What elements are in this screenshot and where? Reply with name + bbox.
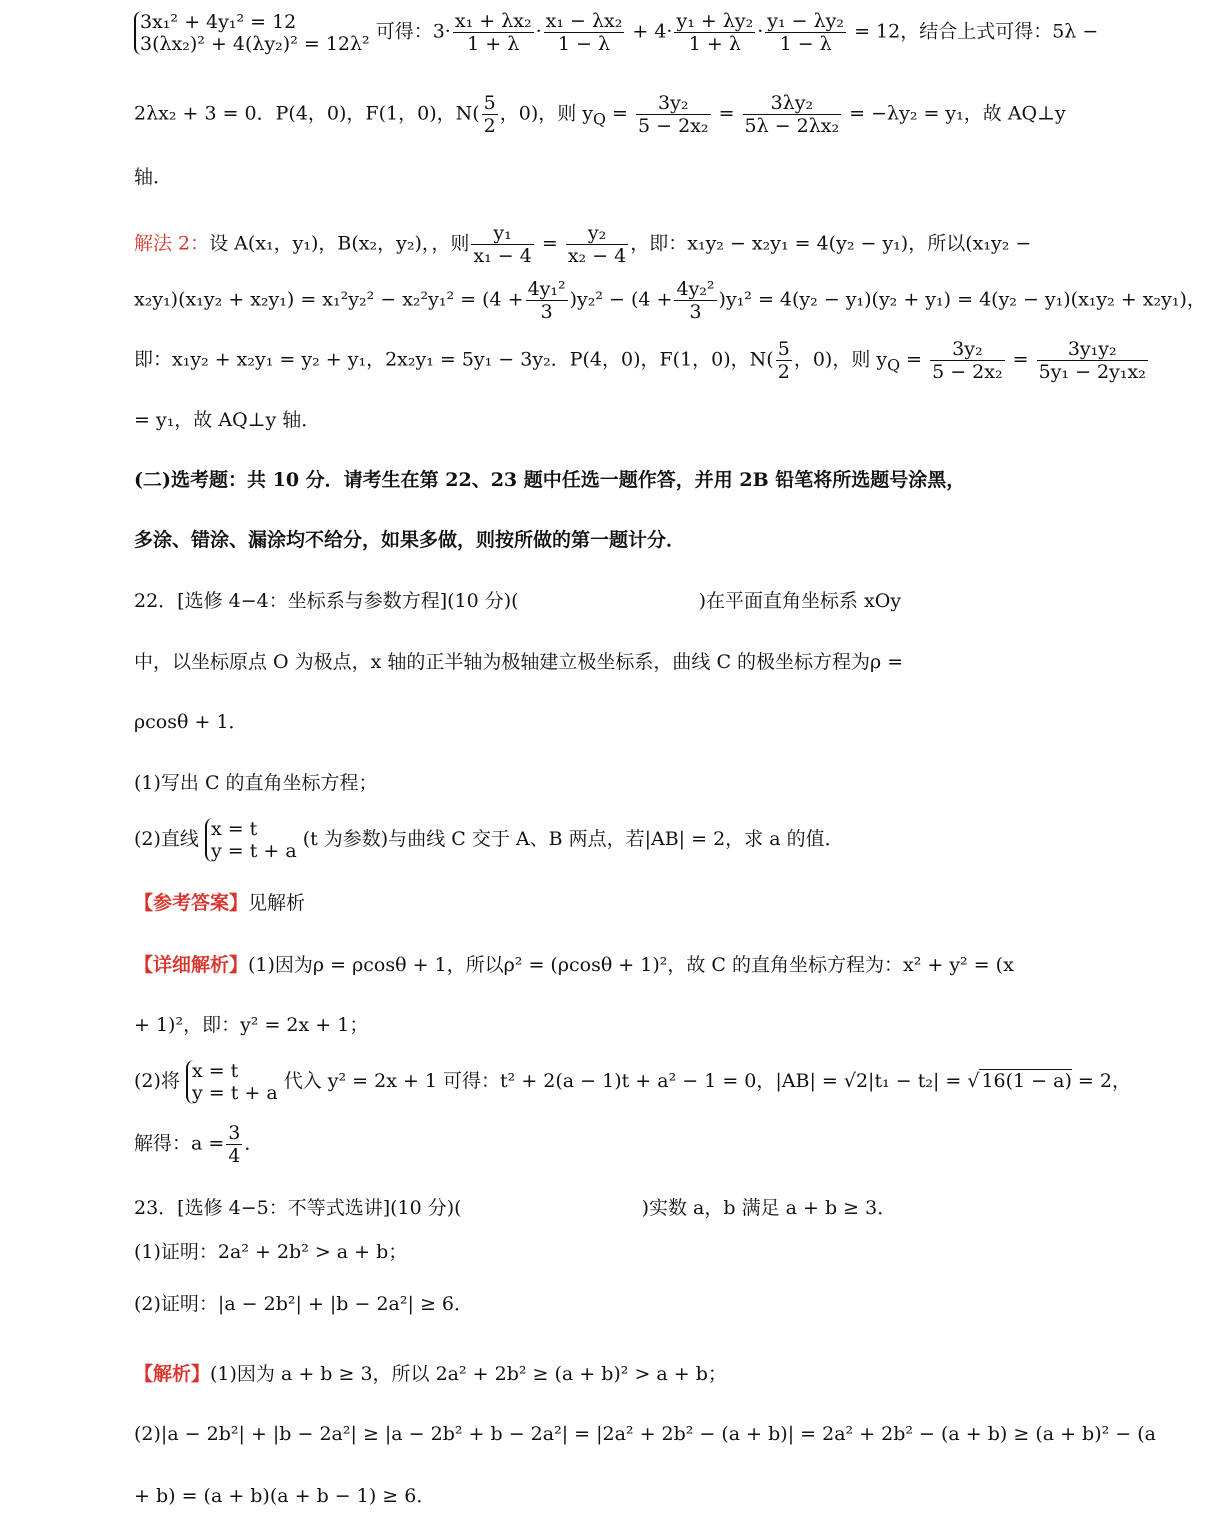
text: =: [900, 348, 929, 371]
text: 2λx₂ + 3 = 0．P(4，0)，F(1，0)，N(: [134, 102, 480, 125]
text: )y₁² = 4(y₂ − y₁)(y₂ + y₁) = 4(y₂ − y₁)(x₁y₂ + x₂y₁)，: [718, 288, 1206, 311]
text: =: [1006, 348, 1035, 371]
numerator: 5: [483, 92, 496, 114]
numerator: 3y₁y₂: [1037, 338, 1148, 361]
solution-label: 解法 2：: [134, 232, 210, 255]
numerator: y₂: [566, 222, 628, 245]
denominator: 5 − 2x₂: [932, 361, 1003, 383]
answer-label: 【参考答案】: [134, 892, 249, 914]
solution-2-line-4: = y₁，故 AQ⊥y 轴．: [134, 409, 321, 431]
system-eq-b: 3(λx₂)² + 4(λy₂)² = 12λ²: [140, 32, 370, 55]
numerator: 3y₂: [636, 92, 711, 115]
fraction: [930, 338, 1005, 383]
numerator: 3: [228, 1122, 241, 1144]
q22-heading: [134, 589, 950, 613]
denominator: 5 − 2x₂: [638, 115, 709, 137]
equation-system: [134, 11, 370, 55]
derivation-line-1: [134, 10, 1099, 55]
text: + 4·: [626, 20, 673, 43]
fraction: [226, 1122, 242, 1167]
fraction: [776, 338, 792, 383]
text: ．: [244, 1132, 264, 1155]
q22-part-2: [134, 818, 950, 862]
subscript: Q: [887, 355, 901, 375]
denominator: 5λ − 2λx₂: [744, 115, 840, 137]
equation-system: [186, 1060, 278, 1104]
denominator: 2: [483, 115, 496, 137]
text: )在平面直角坐标系 xOy: [698, 590, 902, 612]
denominator: x₂ − 4: [567, 245, 627, 267]
denominator: 3: [540, 301, 553, 323]
text: (1)因为ρ = ρcosθ + 1，所以ρ² = (ρcosθ + 1)²，故 C 的直角坐标方程为：x² + y² = (x: [248, 954, 1014, 976]
text: (2)将: [134, 1070, 180, 1092]
system-eq-a: x = t: [210, 818, 258, 840]
text: (t 为参数)与曲线 C 交于 A、B 两点，若|AB| = 2，求 a 的值．: [302, 828, 844, 850]
numerator: y₁: [471, 222, 533, 245]
text: 23．[选修 4−5：不等式选讲](10 分)(: [134, 1197, 462, 1219]
text: =: [712, 102, 741, 125]
q22-detail-line-2: + 1)²，即：y² = 2x + 1；: [134, 1014, 369, 1036]
fraction: [674, 278, 716, 323]
text: =: [535, 232, 564, 255]
q23-heading: [134, 1196, 950, 1220]
fraction: [544, 10, 625, 55]
system-eq-a: 3x₁² + 4y₁² = 12: [140, 10, 297, 33]
system-eq-b: y = t + a: [210, 840, 297, 862]
text: (2)直线: [134, 828, 199, 850]
text: ，即：x₁y₂ − x₂y₁ = 4(y₂ − y₁)，所以(x₁y₂ −: [630, 232, 1032, 255]
q22-body-line-2: 中，以坐标原点 O 为极点，x 轴的正半轴为极轴建立极坐标系，曲线 C 的极坐标方程为ρ =: [134, 651, 904, 673]
q23-part-2: (2)证明：|a − 2b²| + |b − 2a²| ≥ 6．: [134, 1293, 473, 1315]
q22-detail-line-1: [134, 953, 1014, 977]
q22-detail-line-3: [134, 1060, 1131, 1104]
fraction: [743, 92, 842, 137]
text: )y₂² − (4 +: [569, 288, 673, 311]
solution-2-line-1: [134, 222, 1032, 267]
text: ·: [535, 20, 542, 43]
text: 解得：a =: [134, 1132, 225, 1155]
q22-answer: [134, 891, 950, 915]
derivation-line-3: 轴．: [134, 166, 173, 188]
denominator: 1 + λ: [688, 33, 741, 55]
text: x₂y₁)(x₁y₂ + x₂y₁) = x₁²y₂² − x₂²y₁² = (4 +: [134, 288, 524, 311]
denominator: x₁ − 4: [473, 245, 532, 267]
text: 见解析: [248, 892, 306, 914]
solution-label: 【解析】: [134, 1363, 211, 1385]
subscript: Q: [593, 109, 607, 129]
text: = −λy₂ = y₁，故 AQ⊥y: [843, 102, 1066, 125]
text: 即：x₁y₂ + x₂y₁ = y₂ + y₁，2x₂y₁ = 5y₁ − 3y₂．P(4，0)，F(1，0)，N(: [134, 348, 774, 371]
text: 可得：3·: [375, 20, 451, 43]
denominator: 2: [777, 361, 790, 383]
numerator: 4y₂²: [676, 278, 715, 300]
fraction: [765, 10, 846, 55]
q22-part-1: (1)写出 C 的直角坐标方程；: [134, 772, 378, 794]
denominator: 1 − λ: [557, 33, 611, 55]
numerator: 4y₁²: [527, 278, 566, 300]
denominator: 3: [689, 301, 702, 323]
denominator: 1 − λ: [779, 33, 832, 55]
text: ，0)，则 y: [793, 348, 888, 371]
text: 代入 y² = 2x + 1 可得：t² + 2(a − 1)t + a² − 1 = 0，|AB| = √2|t₁ − t₂| = √: [283, 1070, 980, 1092]
detail-label: 【详细解析】: [134, 954, 249, 976]
sqrt-content: 16(1 − a): [981, 1070, 1072, 1092]
text: 设 A(x₁，y₁)，B(x₂，y₂)，，则: [209, 232, 470, 255]
fraction: [526, 278, 568, 323]
q23-solution-line-3: + b) = (a + b)(a + b − 1) ≥ 6．: [134, 1485, 436, 1507]
text: = 12，结合上式可得：5λ −: [848, 20, 1099, 43]
q23-part-1: (1)证明：2a² + 2b² > a + b；: [134, 1241, 408, 1263]
denominator: 1 + λ: [467, 33, 520, 55]
numerator: x₁ − λx₂: [545, 10, 623, 32]
equation-system: [205, 818, 297, 862]
text: (1)因为 a + b ≥ 3，所以 2a² + 2b² ≥ (a + b)² > a + b；: [210, 1363, 727, 1385]
q22-detail-line-4: [134, 1122, 950, 1167]
fraction: [453, 10, 534, 55]
section-instructions-2: 多涂、错涂、漏涂均不给分，如果多做，则按所做的第一题计分．: [134, 529, 686, 551]
fraction: [566, 222, 628, 267]
denominator: 4: [228, 1145, 241, 1167]
text: =: [606, 102, 635, 125]
q22-body-line-3: ρcosθ + 1．: [134, 711, 248, 733]
solution-2-line-2: [134, 278, 1206, 323]
numerator: x₁ + λx₂: [454, 10, 532, 32]
numerator: 5: [777, 338, 790, 360]
numerator: y₁ + λy₂: [676, 10, 754, 32]
section-instructions-1: (二)选考题：共 10 分．请考生在第 22、23 题中任选一题作答，并用 2B 铅笔将所选题号涂黑，: [134, 469, 966, 491]
fraction: [482, 92, 498, 137]
numerator: y₁ − λy₂: [767, 10, 845, 32]
text: ，0)，则 y: [499, 102, 594, 125]
fraction: [636, 92, 711, 137]
q23-solution-line-1: [134, 1362, 950, 1386]
numerator: 3λy₂: [743, 92, 842, 115]
text: = 2，: [1071, 1070, 1131, 1092]
q23-solution-line-2: (2)|a − 2b²| + |b − 2a²| ≥ |a − 2b² + b − 2a²| = |2a² + 2b² − (a + b)| = 2a² + 2b² − (a + b) ≥ (a + b)² − (a: [134, 1423, 1156, 1445]
fraction: [1037, 338, 1148, 383]
text: ·: [757, 20, 764, 43]
numerator: 3y₂: [930, 338, 1005, 361]
system-eq-b: y = t + a: [191, 1082, 278, 1104]
fraction: [471, 222, 533, 267]
text: 22．[选修 4−4：坐标系与参数方程](10 分)(: [134, 590, 519, 612]
denominator: 5y₁ − 2y₁x₂: [1038, 361, 1146, 383]
system-eq-a: x = t: [191, 1060, 239, 1082]
derivation-line-2: [134, 92, 1066, 137]
fraction: [674, 10, 755, 55]
text: )实数 a，b 满足 a + b ≥ 3．: [641, 1197, 897, 1219]
solution-2-line-3: [134, 338, 1146, 383]
